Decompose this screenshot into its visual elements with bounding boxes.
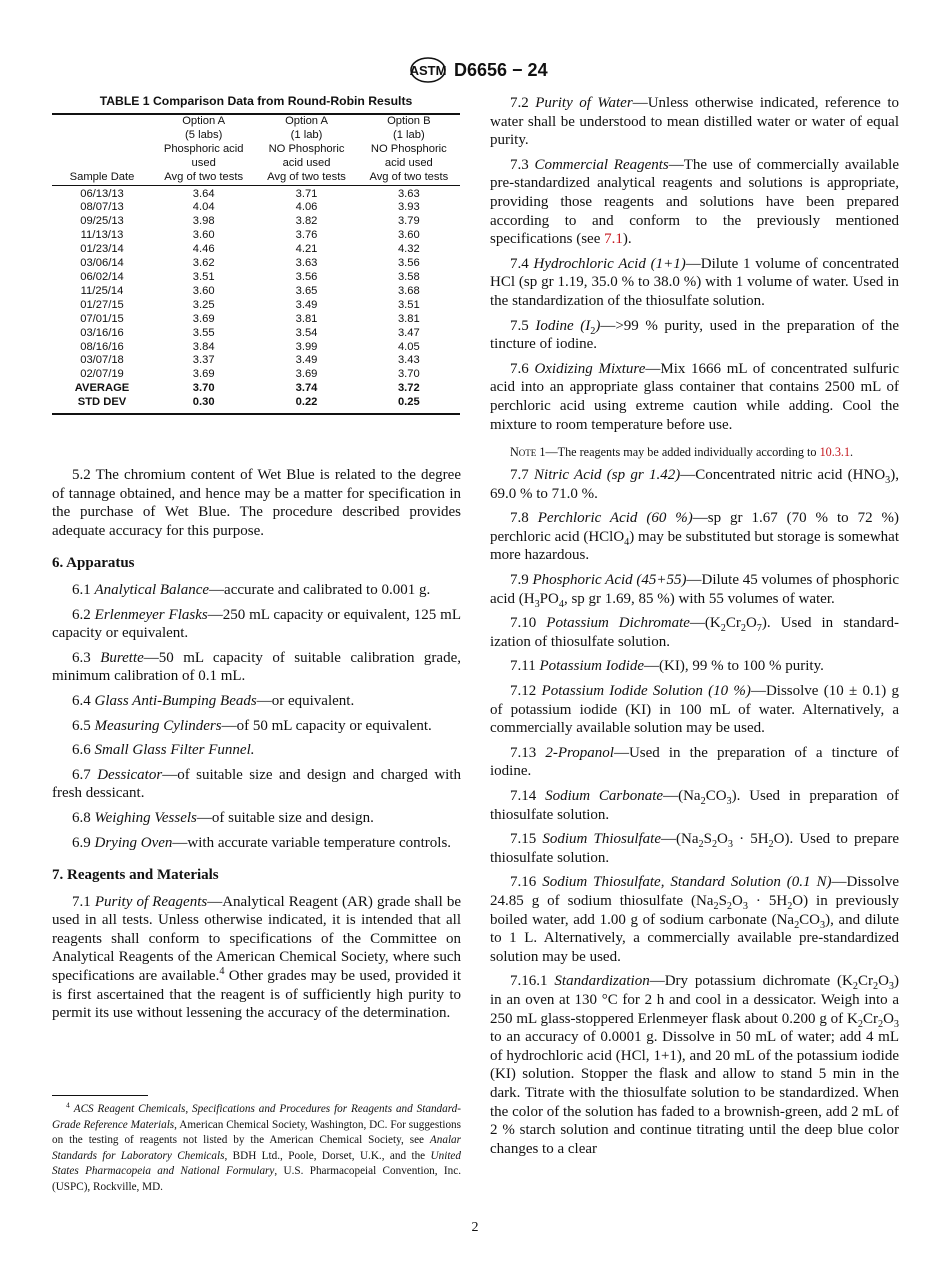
table-cell: 11/13/13	[80, 229, 124, 242]
subscript: 2	[711, 839, 718, 851]
table-cell: 3.49	[295, 298, 318, 311]
table-cell: 3.93	[397, 201, 420, 214]
paragraph	[490, 873, 899, 966]
text-run: O) in previously boiled water, add 1.00 g of sodium carbonate (Na	[490, 892, 900, 928]
paragraph	[490, 466, 899, 503]
text-run: —The reagents may be added individually according to	[545, 445, 820, 460]
text-run: —Analytical Reagent (AR) grade shall be used in all tests. Unless otherwise indicated, it is intended that all reagents shall conform to specifications of the Committee on Analytical Reagents of the American Chemical Society, where such specifications are available.	[52, 893, 461, 985]
paragraph	[490, 94, 899, 150]
italic-term: Iodine (I	[535, 317, 591, 334]
paragraph	[490, 972, 899, 1158]
table-cell: 3.54	[295, 326, 318, 339]
text-run: 6.4	[72, 692, 95, 709]
text-run: S	[718, 892, 727, 909]
italic-term: Weighing Vessels	[94, 809, 197, 826]
text-run: 6.7	[72, 766, 98, 783]
table-cell: 3.98	[192, 215, 215, 228]
subscript: 2	[720, 623, 726, 635]
text-run: · 5H	[747, 892, 788, 909]
table-cell: Option A	[182, 115, 226, 127]
subscript: 2	[852, 981, 858, 993]
group-header-row	[52, 129, 460, 143]
table-cell: 3.99	[295, 340, 318, 353]
document-id: D6656 − 24	[454, 59, 548, 80]
table-cell: 4.32	[397, 243, 420, 256]
text-run: 7.12	[510, 683, 542, 700]
table-cell: 3.62	[192, 257, 215, 270]
page-header	[408, 56, 548, 84]
italic-term: Potassium Iodide	[539, 658, 645, 675]
note-label: Note 1	[510, 445, 546, 460]
text-run: 6.9	[72, 834, 95, 851]
text-run: 6.8	[72, 809, 95, 826]
text-run: —of suitable size and design.	[196, 809, 374, 826]
subscript: 2	[872, 981, 879, 993]
table-cell: 3.79	[397, 215, 420, 228]
table-cell: 3.68	[397, 284, 420, 297]
paragraph	[490, 744, 899, 781]
table-cell: 4.06	[295, 201, 318, 214]
subscript: 3	[885, 475, 891, 487]
table-cell: (1 lab)	[290, 128, 323, 141]
table-cell: 03/07/18	[80, 354, 124, 367]
table-cell: NO Phosphoric	[268, 142, 345, 155]
paragraph	[52, 741, 461, 760]
text-run: —(K	[689, 615, 721, 632]
text-run: · 5H	[732, 831, 769, 848]
subscript: 2	[787, 900, 793, 912]
table-cell: 01/27/15	[80, 298, 124, 311]
subscript: 2	[700, 796, 706, 807]
text-run: —250 mL capacity or equivalent, 125 mL capacity or equivalent.	[52, 606, 461, 642]
section-link[interactable]: 7.1	[604, 231, 623, 248]
subscript: 2	[857, 1018, 863, 1030]
text-run: 7.7	[510, 467, 535, 484]
table-cell: 3.81	[397, 312, 420, 325]
table-cell: 06/02/14	[80, 270, 124, 283]
table-row	[52, 215, 460, 229]
paragraph	[490, 682, 899, 738]
table-row	[52, 368, 460, 382]
text-run: —Dilute 45 volumes of phosphoric acid (H	[490, 572, 900, 607]
table-cell: 0.22	[295, 396, 318, 409]
text-run: —50 mL capacity of suitable calibration grade, minimum calibration of 0.1 mL.	[52, 649, 461, 685]
table-cell: 0.30	[192, 396, 215, 409]
subscript: 4	[558, 598, 564, 610]
italic-term: Dessicator	[97, 766, 163, 783]
table-cell: 3.69	[192, 312, 215, 325]
paragraph	[490, 787, 899, 824]
footnote-divider	[52, 1095, 148, 1096]
italic-term: ACS Reagent Chemicals, Specifications and Procedures for Reagents and Standard-Grade Reference Materials	[52, 1103, 461, 1131]
italic-term: Glass Anti-Bumping Beads	[94, 692, 257, 709]
italic-term: Phosphoric Acid (45+55)	[532, 572, 687, 589]
text-run: —accurate and calibrated to 0.001 g.	[209, 581, 431, 598]
italic-term: Burette	[100, 649, 144, 666]
table-cell: 03/16/16	[80, 326, 124, 339]
text-run: 7.4	[510, 255, 534, 272]
text-run: 7.9	[510, 572, 533, 589]
text-run: 7.15	[510, 831, 543, 848]
table-row	[52, 229, 460, 243]
table-cell: Avg of two tests	[255, 171, 357, 185]
text-run: —Used in the preparation of a tincture of iodine.	[490, 744, 899, 780]
text-run: 6.3	[72, 649, 101, 666]
paragraph	[52, 717, 461, 736]
paragraph	[52, 766, 461, 803]
paragraph	[52, 692, 461, 711]
table-cell: 3.72	[397, 382, 420, 395]
text-run: 6.1	[72, 581, 95, 598]
paragraph	[52, 466, 461, 540]
table-cell: 11/25/14	[80, 284, 124, 297]
text-run: —Dissolve (10 ± 0.1) g of potassium iodide (KI) in 100 mL of water. Alternatively, a commercially available solution may be used.	[490, 683, 899, 737]
text-run: —sp gr 1.67 (70 % to 72 %) perchloric acid (HClO	[490, 510, 899, 545]
text-run: 6.2	[72, 606, 95, 623]
text-run: —of 50 mL capacity or equivalent.	[221, 717, 432, 734]
table-cell: 08/07/13	[80, 201, 124, 214]
italic-term: United States Pharmacopeia and National Formulary	[52, 1149, 461, 1178]
italic-term: 2-Propanol	[545, 744, 614, 761]
column-header-row	[52, 171, 460, 185]
table-cell: (5 labs)	[185, 128, 223, 141]
text-run: O	[732, 892, 743, 909]
text-run: 7.6	[510, 360, 535, 377]
italic-term: Purity of Water	[535, 95, 633, 111]
table-cell: 3.51	[397, 298, 420, 311]
text-run: ).	[622, 231, 632, 248]
italic-term: Sodium Thiosulfate	[542, 831, 661, 848]
subscript: 2	[713, 900, 719, 912]
footnote-ref: 4	[66, 1100, 70, 1110]
table-cell: 3.55	[192, 326, 215, 339]
subscript: 3	[534, 598, 540, 610]
text-run: —Concentrated nitric acid (HNO	[680, 467, 886, 484]
table-cell: 07/01/15	[80, 312, 124, 325]
text-run: Cr	[862, 1010, 878, 1027]
text-run: 7.10	[510, 615, 547, 632]
subscript: 3	[742, 900, 748, 912]
table-cell	[52, 143, 152, 157]
table-cell: Option B	[387, 115, 431, 127]
text-run: —Unless otherwise indicated, reference to water shall be understood to mean distilled water or water of equal purity.	[490, 95, 899, 149]
paragraph	[52, 649, 461, 686]
text-run: O	[878, 973, 889, 990]
text-run: —Dissolve 24.85 g of sodium thiosulfate (Na	[490, 874, 900, 909]
table-cell: 3.64	[192, 187, 215, 200]
table-row	[52, 201, 460, 215]
table-cell: 3.56	[295, 270, 318, 283]
table-row	[52, 285, 460, 299]
italic-term: Purity of Reagents	[94, 893, 208, 910]
table-cell: Avg of two tests	[152, 171, 255, 185]
text-run: Other grades may be used, provided it is first ascertained that the reagent is of sufficiently high purity to permit its use without lessening the accuracy of the determination.	[52, 968, 461, 1022]
text-run: 7.1	[72, 893, 95, 910]
text-run: 6.6	[72, 742, 95, 759]
table-cell: 3.84	[192, 340, 215, 353]
table-cell: 08/16/16	[80, 340, 124, 353]
text-run: —or equivalent.	[256, 692, 355, 709]
text-run: 7.14	[510, 788, 546, 804]
italic-term: Potassium Dichromate	[546, 615, 690, 632]
table-title: TABLE 1 Comparison Data from Round-Robin Results	[99, 94, 413, 108]
paragraph	[52, 893, 461, 1023]
table-row	[52, 341, 460, 355]
paragraph	[52, 834, 461, 853]
table-row	[52, 313, 460, 327]
table-cell: 3.65	[295, 284, 318, 297]
italic-term: Oxidizing Mixture	[534, 360, 646, 377]
summary-row	[52, 382, 460, 396]
subscript: 3	[893, 1018, 899, 1030]
text-run: Cr	[857, 973, 873, 990]
italic-term: Measuring Cylinders	[94, 717, 222, 734]
table-cell: 3.49	[295, 354, 318, 367]
text-run: O	[745, 615, 757, 632]
astm-logo-icon	[408, 56, 448, 84]
table-cell	[52, 129, 152, 143]
summary-row	[52, 396, 460, 414]
table-cell: 3.82	[295, 215, 318, 228]
text-run: to an accuracy of 0.0001 g. Dissolve in 50 mL of water; add 4 mL of hydrochloric acid (HCl, 1+1), and 20 mL of the potassium iodide (KI) solution. Stopper the flask and allow to stand 5 min in the dark. Titrate with the thiosulfate solution to be standardized. When the color of the solution has faded to a brownish-green, add 2 mL of 2 % starch solution and continue titrating until the deep blue color changes to a clear	[490, 1029, 899, 1157]
text-run: —Mix 1666 mL of concentrated sulfuric acid into an appropriate glass container that contains 2500 mL of perchloric acid using extreme caution while adding. Cool the mixture to room temperature before use.	[490, 360, 899, 433]
text-run: CO	[705, 788, 727, 804]
footnote-ref: 4	[219, 966, 225, 978]
paragraph	[490, 317, 899, 354]
table-cell: NO Phosphoric	[370, 142, 447, 155]
paragraph	[490, 156, 899, 249]
text-run: S	[703, 831, 712, 848]
table-cell: (1 lab)	[392, 128, 425, 141]
italic-term: Drying Oven	[94, 834, 173, 851]
sub-header-row	[52, 143, 460, 157]
table-cell: 3.37	[192, 354, 215, 367]
subscript: 7	[756, 623, 762, 635]
table-cell: 09/25/13	[80, 215, 124, 228]
text-run: —(KI), 99 % to 100 % purity.	[644, 658, 824, 675]
table-cell: 4.46	[192, 243, 215, 256]
table-cell: 3.63	[397, 187, 420, 200]
right-column	[490, 94, 899, 1164]
subscript: 2	[768, 839, 774, 851]
text-run: 7.13	[510, 744, 546, 761]
paragraph	[490, 571, 899, 608]
paragraph	[490, 255, 899, 311]
table-row	[52, 243, 460, 257]
table-cell: used	[191, 156, 216, 169]
table-cell	[52, 114, 152, 129]
subscript: 2	[590, 325, 596, 337]
paragraph	[490, 614, 899, 651]
text-run: —Dry potassium dichromate (K	[649, 973, 853, 990]
section-link[interactable]: 10.3.1	[819, 445, 851, 460]
group-header-row	[52, 114, 460, 129]
subscript: 2	[698, 839, 704, 851]
subscript: 3	[726, 796, 732, 807]
table-cell: 3.76	[295, 229, 318, 242]
page-number: 2	[471, 1220, 479, 1235]
subscript: 2	[877, 1018, 884, 1030]
text-run: 6. Apparatus	[52, 555, 135, 572]
text-run: —(Na	[661, 831, 699, 848]
table-cell: acid used	[384, 156, 433, 169]
text-run: 5.2 The chromium content of Wet Blue is related to the degree of tannage obtained, and hence may be a matter for specification in the purchase of Wet Blue. The procedure described provides adequate accuracy for this purpose.	[52, 467, 461, 539]
table-row	[52, 299, 460, 313]
text-run: Cr	[725, 615, 741, 632]
text-run: ), and dilute to 1 L. Alternatively, a commercially available pre-standardized solution may be used.	[490, 911, 899, 965]
paragraph	[490, 657, 899, 676]
subscript: 3	[820, 919, 826, 931]
text-run: —with accurate variable temperature controls.	[172, 834, 452, 851]
table-cell: Avg of two tests	[358, 171, 460, 185]
table-cell: Phosphoric acid	[163, 142, 244, 155]
text-run: O	[717, 831, 728, 848]
comparison-table	[52, 94, 460, 415]
text-run: 7.8	[510, 510, 538, 527]
table-cell: 3.58	[397, 270, 420, 283]
subscript: 3	[727, 839, 733, 851]
italic-term: Perchloric Acid (60 %)	[537, 510, 693, 527]
table-row	[52, 354, 460, 368]
table-cell: 3.74	[295, 382, 318, 395]
table-cell: 3.60	[397, 229, 420, 242]
footnote-text	[52, 1102, 461, 1196]
table-cell: 3.63	[295, 257, 318, 270]
text-run: 7.2	[510, 95, 536, 111]
note	[490, 444, 899, 460]
table-cell: 4.05	[397, 340, 420, 353]
subscript: 4	[624, 536, 630, 548]
table-cell: acid used	[282, 156, 331, 169]
table-cell: STD DEV	[77, 396, 127, 409]
table-cell: 3.51	[192, 270, 215, 283]
table-row	[52, 257, 460, 271]
footnote	[52, 1102, 461, 1196]
paragraph	[52, 809, 461, 828]
subscript: 2	[740, 623, 746, 635]
table-cell: 3.70	[192, 382, 215, 395]
text-run: —The use of commercially available pre-standardized analytical reagents and solutions is appropriate, providing those reagents and solutions have been prepared according to and conform to the previously mentioned specifications (see	[490, 156, 899, 248]
text-run: O	[883, 1010, 894, 1027]
italic-term: Commercial Reagents	[534, 156, 669, 173]
table-cell: 3.56	[397, 257, 420, 270]
text-run: —>99 % purity, used in the preparation of the tincture of iodine.	[490, 317, 900, 353]
table-cell: Option A	[285, 115, 328, 127]
text-run: , sp gr 1.69, 85 %) with 55 volumes of water.	[563, 590, 835, 607]
text-run: —Dilute 1 volume of concentrated HCl (sp gr 1.19, 35.0 % to 38.0 %) with 1 volume of water. Used in the standardization of the thiosulfate solution.	[490, 255, 900, 309]
table-cell: 3.69	[295, 368, 318, 381]
text-run: , BDH Ltd., Poole, Dorset, U.K., and the	[224, 1149, 431, 1162]
italic-term: Standardization	[554, 973, 650, 990]
italic-term: Erlenmeyer Flasks	[94, 606, 208, 623]
italic-term: Sodium Carbonate	[545, 788, 664, 804]
text-run: ) may be substituted but storage is somewhat more hazardous.	[490, 528, 899, 564]
sub-header-row	[52, 157, 460, 171]
italic-term: Potassium Iodide Solution (10 %)	[541, 683, 751, 700]
text-run: —(Na	[663, 788, 701, 804]
table-cell: 3.71	[295, 187, 318, 200]
text-run: 7.11	[510, 658, 540, 675]
paragraph	[490, 509, 899, 565]
italic-term: Hydrochloric Acid (1+1)	[533, 255, 686, 272]
paragraph	[490, 830, 899, 867]
text-run: CO	[799, 911, 821, 928]
paragraph	[52, 606, 461, 643]
text-run: 7.16.1	[510, 973, 555, 990]
table-row	[52, 185, 460, 201]
table-cell: 0.25	[397, 396, 420, 409]
table-cell: 3.47	[397, 326, 420, 339]
table-cell: Sample Date	[52, 171, 152, 185]
text-run: .	[850, 445, 854, 460]
italic-term: Analar Standards for Laboratory Chemicals	[52, 1134, 461, 1162]
table-cell	[52, 157, 152, 171]
text-run: —of suitable size and design and charged with fresh dessicant.	[52, 766, 461, 802]
table-cell: 4.04	[192, 201, 215, 214]
text-run: 7.5	[510, 317, 536, 334]
table-cell: 3.43	[397, 354, 420, 367]
text-run: 6.5	[72, 717, 95, 734]
svg-text:ASTM: ASTM	[409, 63, 447, 78]
text-run: PO	[539, 590, 559, 607]
paragraph	[52, 581, 461, 600]
text-run: 7. Reagents and Materials	[52, 867, 219, 884]
table-cell: 4.21	[295, 243, 318, 256]
table-cell: AVERAGE	[74, 382, 130, 395]
table-cell: 3.25	[192, 298, 215, 311]
italic-term: Sodium Thiosulfate, Standard Solution (0.1 N)	[542, 874, 832, 891]
text-run: ). Used in preparation of thiosulfate solution.	[490, 788, 900, 823]
table-cell: 03/06/14	[80, 257, 124, 270]
table-cell: 3.69	[192, 368, 215, 381]
text-run: , American Chemical Society, Washington, DC. For suggestions on the testing of reagents not listed by the American Chemical Society, see	[52, 1118, 461, 1147]
paragraph	[490, 360, 899, 434]
table-cell: 3.70	[397, 368, 420, 381]
section-heading	[52, 866, 461, 885]
text-run: ) in an oven at 130 °C for 2 h and cool in a dessicator. Weigh into a 250 mL glass-stoppered Erlenmeyer flask about 0.200 g of K	[490, 973, 899, 1027]
text-run: , U.S. Pharmacopeial Convention, Inc. (USPC), Rockville, MD.	[52, 1165, 461, 1193]
table-cell: 01/23/14	[80, 243, 124, 256]
text-run: O). Used to prepare thiosulfate solution.	[490, 831, 900, 866]
table-cell: 3.60	[192, 284, 215, 297]
subscript: 2	[726, 900, 733, 912]
table-cell: 3.81	[295, 312, 318, 325]
subscript: 2	[794, 919, 800, 931]
table-cell: 3.60	[192, 229, 215, 242]
subscript: 3	[888, 981, 894, 993]
italic-term: Analytical Balance	[94, 581, 210, 598]
text-run: 7.16	[510, 874, 543, 891]
left-column	[52, 466, 461, 1029]
table-cell: 02/07/19	[80, 368, 124, 381]
text-run: ), 69.0 % to 71.0 %.	[490, 467, 899, 502]
italic-term: Small Glass Filter Funnel.	[94, 742, 255, 759]
table-cell: 06/13/13	[80, 187, 124, 200]
section-heading	[52, 554, 461, 573]
text-run: ). Used in standardization of thiosulfate solution.	[490, 615, 900, 650]
text-run: 7.3	[510, 156, 535, 173]
italic-term: Nitric Acid (sp gr 1.42)	[534, 467, 681, 484]
table-row	[52, 327, 460, 341]
table-row	[52, 271, 460, 285]
italic-term: )	[595, 317, 601, 334]
